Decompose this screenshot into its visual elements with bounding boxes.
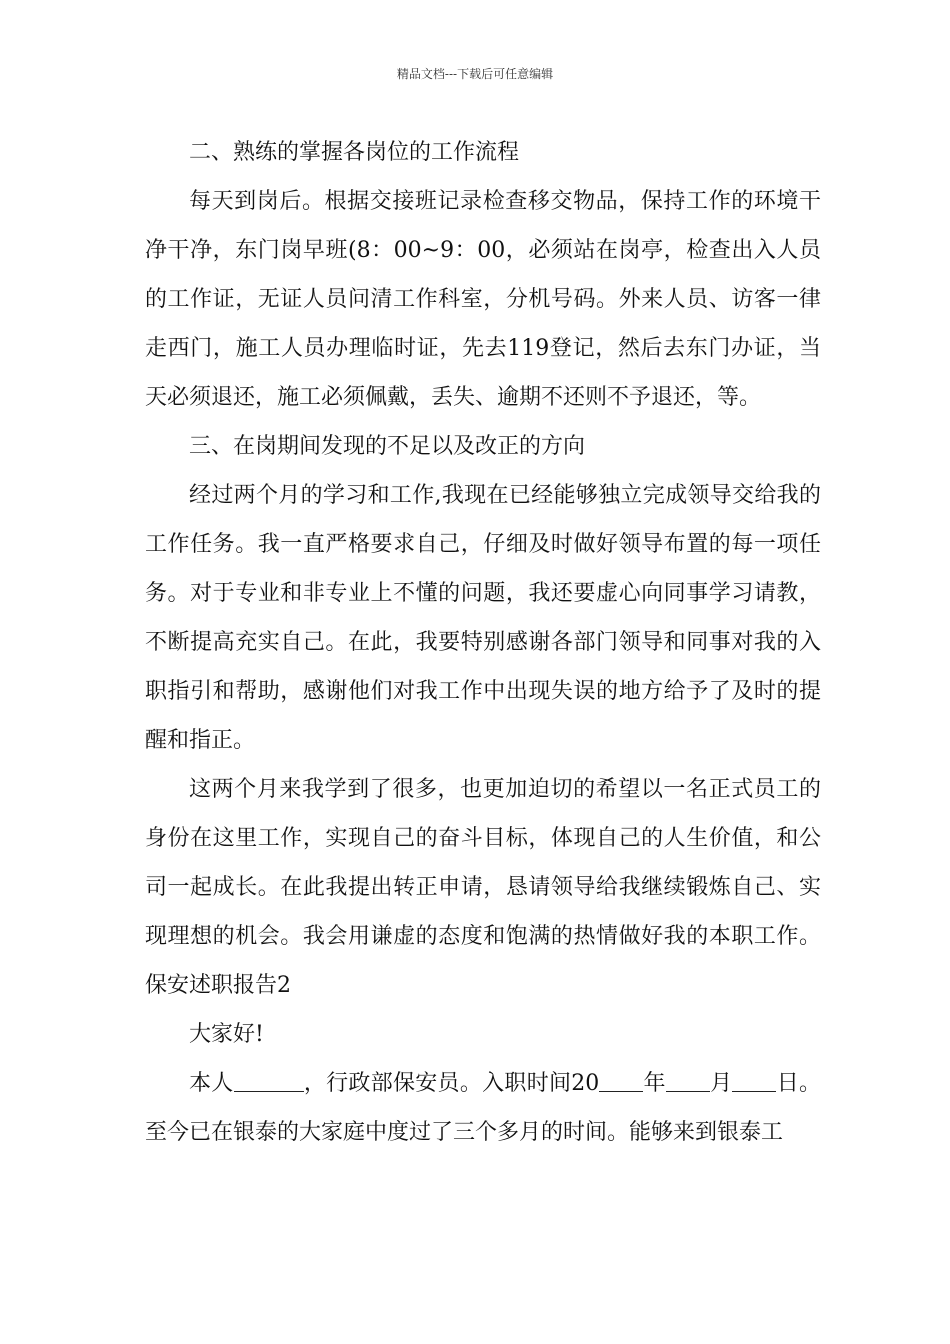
greeting: 大家好! [189, 1022, 264, 1047]
section-heading-2: 二、熟练的掌握各岗位的工作流程 [189, 140, 520, 165]
body-paragraph: 每天到岗后。根据交接班记录检查移交物品，保持工作的环境干净干净，东门岗早班(8：00~9：00，必须站在岗亭，检查出入人员的工作证，无证人员问清工作科室，分机号码。外来人员、访客一律走西门，施工人员办理临时证，先去119登记，然后去东门办证，当天必须退还，施工必须佩戴，丢失、逾期不还则不予退还，等。 [145, 189, 821, 410]
body-paragraph: 经过两个月的学习和工作,我现在已经能够独立完成领导交给我的工作任务。我一直严格要求自己，仔细及时做好领导布置的每一项任务。对于专业和非专业上不懂的问题，我还要虚心向同事学习请教，不断提高充实自己。在此，我要特别感谢各部门领导和同事对我的入职指引和帮助，感谢他们对我工作中出现失误的地方给予了及时的提醒和指正。 [145, 483, 821, 753]
page-header: 精品文档---下载后可任意编辑 [396, 67, 554, 81]
year-blank [599, 1071, 643, 1092]
intro-text-1: 本人 [189, 1071, 234, 1096]
intro-text-5: 日。至今已在银泰的大家庭中度过了三个多月的时间。能够来到银泰工 [145, 1071, 821, 1145]
body-paragraph-intro [145, 1059, 821, 1157]
month-blank [666, 1071, 710, 1092]
body-paragraph: 这两个月来我学到了很多，也更加迫切的希望以一名正式员工的身份在这里工作，实现自己的奋斗目标，体现自己的人生价值，和公司一起成长。在此我提出转正申请，恳请领导给我继续锻炼自己、实现理想的机会。我会用谦虚的态度和饱满的热情做好我的本职工作。保安述职报告2 [145, 777, 821, 998]
name-blank [234, 1071, 304, 1092]
intro-text-3: 年 [643, 1071, 666, 1096]
intro-text-4: 月 [709, 1071, 733, 1096]
day-blank [732, 1071, 776, 1092]
section-heading-3: 三、在岗期间发现的不足以及改正的方向 [189, 434, 586, 459]
intro-text-2: ，行政部保安员。入职时间20 [303, 1071, 600, 1096]
document-body [145, 128, 821, 1157]
